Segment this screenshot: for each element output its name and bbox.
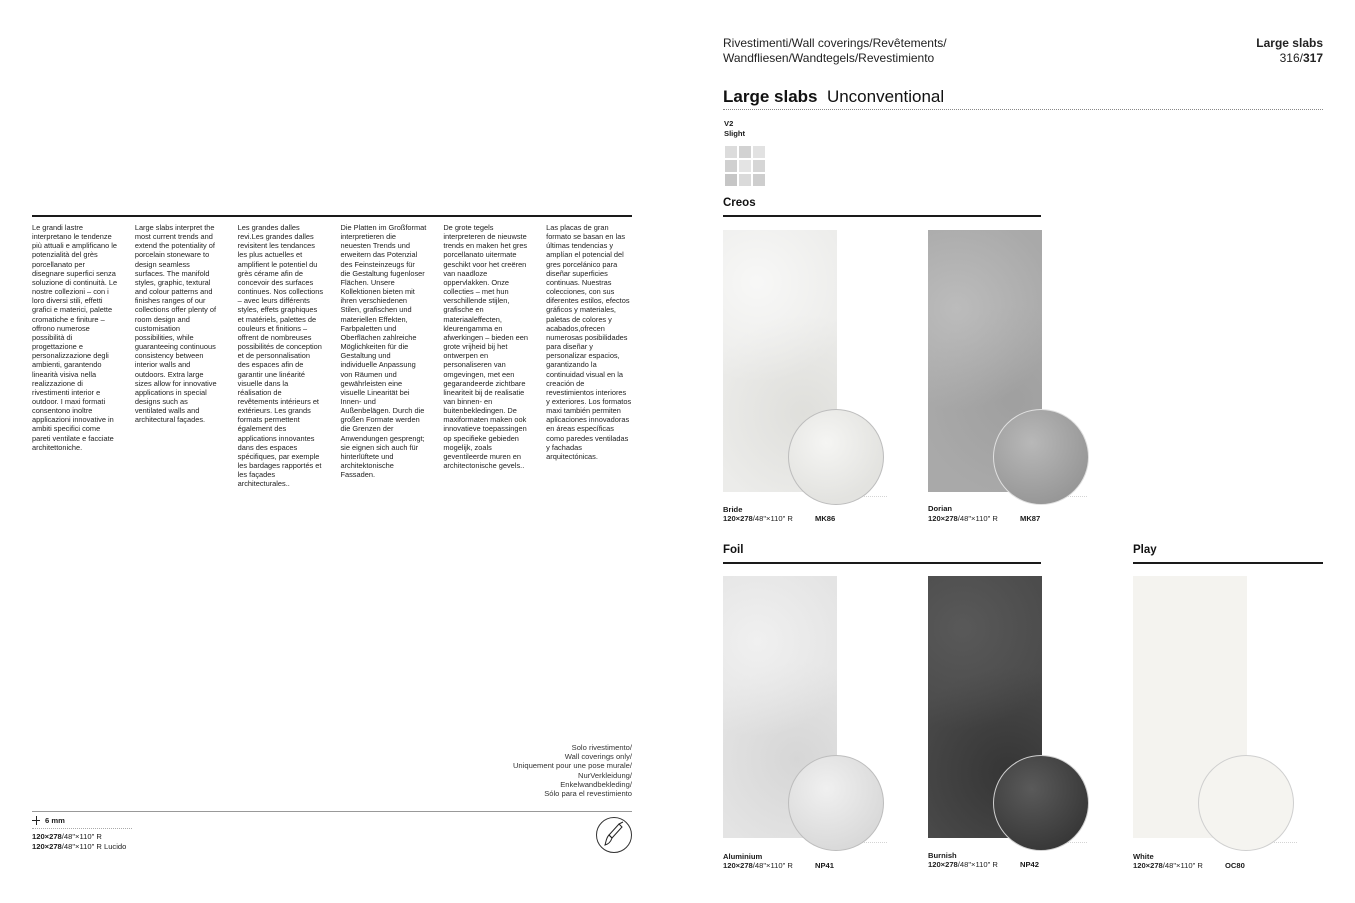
thickness-dots xyxy=(32,828,132,829)
tile-code-white: OC80 xyxy=(1225,861,1245,870)
thickness-spec xyxy=(32,816,65,825)
description-en: Large slabs interpret the most current trends and extend the potentiality of porcelain stoneware to design seamless surfaces. The manifold styles, graphic, textural and colour patterns and finishes ranges of our collections offer plenty of room design and customisation possibilities, while guaranteeing continuous consistency between interior walls and outdoors. Extra large sizes allow for innovative applications in special designs such as ventilated walls and architectural façades. xyxy=(134,223,217,425)
usage-line: Solo rivestimento/ xyxy=(571,743,632,752)
tile-code-bride: MK86 xyxy=(815,514,836,523)
swatch-white xyxy=(1198,755,1294,851)
tile-name-dorian: Dorian xyxy=(928,504,953,513)
paintbrush-icon xyxy=(596,817,632,853)
size-item: 120×278/48"×110" R xyxy=(32,832,102,841)
variation-grid-icon xyxy=(724,145,766,187)
tile-name-aluminium: Aluminium xyxy=(723,852,763,861)
tile-code-aluminium: NP41 xyxy=(815,861,834,870)
description-de: Die Platten im Großformat interpretieren die neuesten Trends und erweitern das Potenzial des Feinsteinzeugs für die Gestaltung fugenloser Flächen. Unsere Kollektionen bieten mit ihren verschiedenen Stilen, grafischen und materiellen Effekten, Farbpaletten und Oberflächen zahlreiche Möglichkeiten für die Gestaltung und individuelle Anpassung von Räumen und gewährleisten eine visuelle Linearität bei Innen- und Außenbelägen. Durch die großen Formate werden die Grenzen der Anwendungen gesprengt; sie eignen sich auch für hinterlüftete und architektonische Fassaden. xyxy=(340,223,427,480)
tile-size: 120×278/48"×110" R xyxy=(723,514,793,523)
text-top-rule xyxy=(32,215,632,217)
description-es: Las placas de gran formato se basan en las últimas tendencias y amplían el potencial del gres porcelánico para diseñar superficies continuas. Nuestras colecciones, con sus diferentes estilos, efectos gráficos y materiales, paletas de colores y acabados,ofrecen numerosas posibilidades para diseñar y personalizar espacios, garantizando la continuidad visual en la creación de revestimientos interiores y exteriores. Los formatos maxi también permiten aplicaciones innovadoras en áreas específicas como paredes ventiladas y fachadas arquitectónicas. xyxy=(546,223,632,461)
description-it: Le grandi lastre interpretano le tendenze più attuali e amplificano le potenzialità del grès porcellanato per disegnare superfici senza soluzione di continuità. Le nostre collezioni – con i loro diversi stili, effetti grafici e materici, palette cromatiche e finiture – offrono numerose possibilità di progettazione e personalizzazione degli ambienti, garantendo linearità visiva nella realizzazione di rivestimenti interior e outdoor. I maxi formati consentono inoltre applicazioni innovative in ambiti specifici come pareti ventilate e facciate architettoniche. xyxy=(32,223,118,452)
header-title: Large slabs xyxy=(1256,36,1323,50)
usage-line: Enkelwandbekleding/ xyxy=(560,779,632,789)
tile-size: 120×278/48"×110" R xyxy=(928,860,998,869)
title-dotted-rule xyxy=(723,109,1323,110)
usage-line: Sólo para el revestimiento xyxy=(544,789,632,799)
usage-note xyxy=(432,743,632,798)
section-title-play: Play xyxy=(1133,544,1157,556)
swatch-aluminium xyxy=(788,755,884,851)
bottom-rule xyxy=(32,811,632,812)
tile-name-burnish: Burnish xyxy=(928,851,957,860)
section-rule-play xyxy=(1133,562,1323,564)
thickness-value: 6 mm xyxy=(45,816,65,825)
section-rule-creos xyxy=(723,215,1041,217)
page-title xyxy=(723,87,944,107)
tile-size: 120×278/48"×110" R xyxy=(1133,861,1203,870)
tile-code-burnish: NP42 xyxy=(1020,860,1039,869)
swatch-dorian xyxy=(993,409,1089,505)
section-title-foil: Foil xyxy=(723,544,744,556)
category-header xyxy=(723,36,947,65)
tile-name-white: White xyxy=(1133,852,1154,861)
description-columns xyxy=(32,223,632,489)
thickness-icon xyxy=(32,816,40,825)
description-nl: De grote tegels interpreteren de nieuwste trends en maken het gres porcellanato uitermate geschikt voor het creëren van naadloze oppervlakken. Onze collecties – met hun verschillende stijlen, grafische en materiaaleffecten, kleurengamma en afwerkingen – bieden een grote vrijheid bij het ontwerpen en personaliseren van omgevingen, met een gegarandeerde zichtbare lineariteit bij de realisatie van binnen- en buitenbekledingen. De maxiformaten maken ook innovatieve toepassingen op specifieke gebieden mogelijk, zoals geventileerde muren en architectonische gevels.. xyxy=(443,223,528,471)
description-fr: Les grandes dalles revi.Les grandes dalles revisitent les tendances les plus actuelles et amplifient le potentiel du grès cérame afin de concevoir des surfaces continues. Nos collections – avec leurs différents styles, effets graphiques et matériels, palettes de couleurs et finitions –offrent de nombreuses possibilités de conception et de personnalisation des espaces afin de garantir une linéarité visuelle dans la réalisation de revêtements intérieurs et extérieurs. Les grands formats permettent également des applications innovantes dans des espaces spécifiques, par exemple les bardages rapportés et les façades architecturales.. xyxy=(237,223,324,489)
usage-line: Uniquement pour une pose murale/ xyxy=(512,761,632,771)
size-item: 120×278/48"×110" R Lucido xyxy=(32,841,127,851)
page-numbers: 316/317 xyxy=(1279,50,1323,65)
variation-label: V2 Slight xyxy=(724,119,746,138)
usage-line: NurVerkleidung/ xyxy=(577,770,632,780)
section-title-creos: Creos xyxy=(723,197,756,209)
category-line: Rivestimenti/Wall coverings/Revêtements/ xyxy=(723,36,947,50)
swatch-burnish xyxy=(993,755,1089,851)
tile-name-bride: Bride xyxy=(723,505,743,514)
page-header-right xyxy=(1256,36,1323,65)
tile-size: 120×278/48"×110" R xyxy=(928,514,998,523)
tile-size: 120×278/48"×110" R xyxy=(723,861,793,870)
size-list xyxy=(32,832,126,851)
title-light: Unconventional xyxy=(826,87,945,106)
category-line: Wandfliesen/Wandtegels/Revestimiento xyxy=(723,50,935,65)
title-bold: Large slabs xyxy=(723,87,818,106)
section-rule-foil xyxy=(723,562,1041,564)
tile-code-dorian: MK87 xyxy=(1020,514,1041,523)
usage-line: Wall coverings only/ xyxy=(564,752,632,762)
swatch-bride xyxy=(788,409,884,505)
